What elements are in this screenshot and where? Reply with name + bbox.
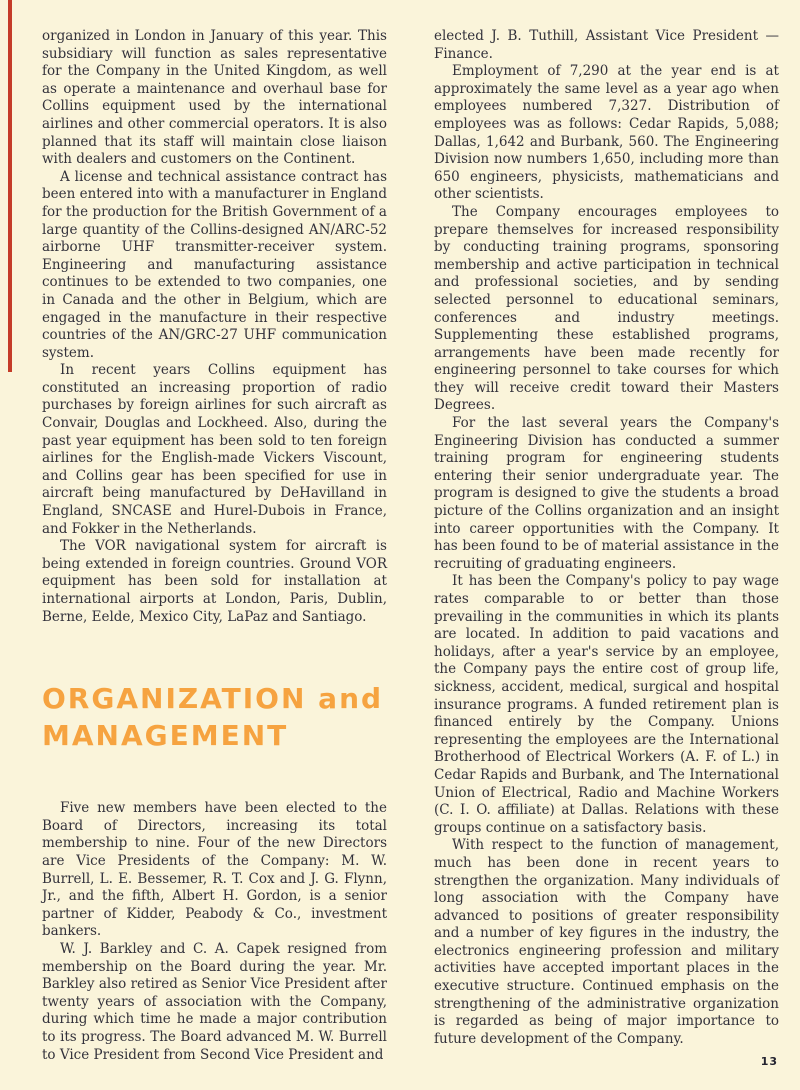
- paragraph: The Company encourages employees to prepare themselves for increased responsibility by conducting training programs, sponsoring membership and active participation in technical and professional societies, and by sending selected personnel to educational seminars, conferences and industry meetings. Supplementing these established programs, arrangements have been made recently for engineering personnel to take courses for which they will receive credit toward their Masters Degrees.: [434, 203, 779, 414]
- left-margin-rule: [8, 0, 12, 372]
- section-heading-line1: ORGANIZATION and: [42, 682, 384, 716]
- paragraph: Employment of 7,290 at the year end is at approximately the same level as a year ago when employees numbered 7,327. Distribution of employees was as follows: Cedar Rapids, 5,088; Dallas, 1,642 and Burbank, 560. The Engineering Division now numbers 1,650, including more than 650 engineers, physicists, mathematicians and other scientists.: [434, 63, 779, 203]
- page-number: 13: [760, 1055, 778, 1068]
- paragraph: organized in London in January of this year. This subsidiary will function as sales representative for the Company in the United Kingdom, as well as operate a maintenance and overhaul base for Collins equipment used by the international airlines and other commercial operators. It is also planned that its staff will maintain close liaison with dealers and customers on the Continent.: [42, 28, 387, 168]
- left-column: [42, 28, 387, 1064]
- paragraph: W. J. Barkley and C. A. Capek resigned from membership on the Board during the year. Mr. Barkley also retired as Senior Vice President after twenty years of association with the Company, during which time he made a major contribution to its progress. The Board advanced M. W. Burrell to Vice President from Second Vice President and: [42, 940, 387, 1063]
- paragraph: With respect to the function of management, much has been done in recent years to strengthen the organization. Many individuals of long association with the Company have advanced to positions of greater responsibility and a number of key figures in the industry, the electronics engineering profession and military activities have accepted important places in the executive structure. Continued emphasis on the strengthening of the administrative organization is regarded as being of major importance to future development of the Company.: [434, 837, 779, 1047]
- right-column: [434, 28, 779, 1048]
- paragraph: The VOR navigational system for aircraft is being extended in foreign countries. Ground VOR equipment has been sold for installation at international airports at London, Paris, Dublin, Berne, Eelde, Mexico City, LaPaz and Santiago.: [42, 538, 387, 625]
- paragraph: Five new members have been elected to the Board of Directors, increasing its total membership to nine. Four of the new Directors are Vice Presidents of the Company: M. W. Burrell, L. E. Bessemer, R. T. Cox and J. G. Flynn, Jr., and the fifth, Albert H. Gordon, is a senior partner of Kidder, Peabody & Co., investment bankers.: [42, 800, 387, 940]
- paragraph: It has been the Company's policy to pay wage rates comparable to or better than those prevailing in the communities in which its plants are located. In addition to paid vacations and holidays, after a year's service by an employee, the Company pays the entire cost of group life, sickness, accident, medical, surgical and hospital insurance programs. A funded retirement plan is financed entirely by the Company. Unions representing the employees are the International Brotherhood of Electrical Workers (A. F. of L.) in Cedar Rapids and Burbank, and The International Union of Electrical, Radio and Machine Workers (C. I. O. affiliate) at Dallas. Relations with these groups continue on a satisfactory basis.: [434, 573, 779, 836]
- paragraph: A license and technical assistance contract has been entered into with a manufacturer in England for the production for the British Government of a large quantity of the Collins-designed AN/ARC-52 airborne UHF transmitter-receiver system. Engineering and manufacturing assistance continues to be extended to two companies, one in Canada and the other in Belgium, which are engaged in the manufacture in their respective countries of the AN/GRC-27 UHF communication system.: [42, 168, 387, 361]
- paragraph: For the last several years the Company's Engineering Division has conducted a summer training program for engineering students entering their senior undergraduate year. The program is designed to give the students a broad picture of the Collins organization and an insight into career opportunities with the Company. It has been found to be of material assistance in the recruiting of graduating engineers.: [434, 415, 779, 572]
- section-heading-line2: MANAGEMENT: [42, 719, 289, 753]
- section-heading: [42, 680, 387, 754]
- paragraph: elected J. B. Tuthill, Assistant Vice President — Finance.: [434, 28, 779, 62]
- paragraph: In recent years Collins equipment has constituted an increasing proportion of radio purchases by foreign airlines for such aircraft as Convair, Douglas and Lockheed. Also, during the past year equipment has been sold to ten foreign airlines for the English-made Vickers Viscount, and Collins gear has been specified for use in aircraft being manufactured by DeHavilland in England, SNCASE and Hurel-Dubois in France, and Fokker in the Netherlands.: [42, 362, 387, 537]
